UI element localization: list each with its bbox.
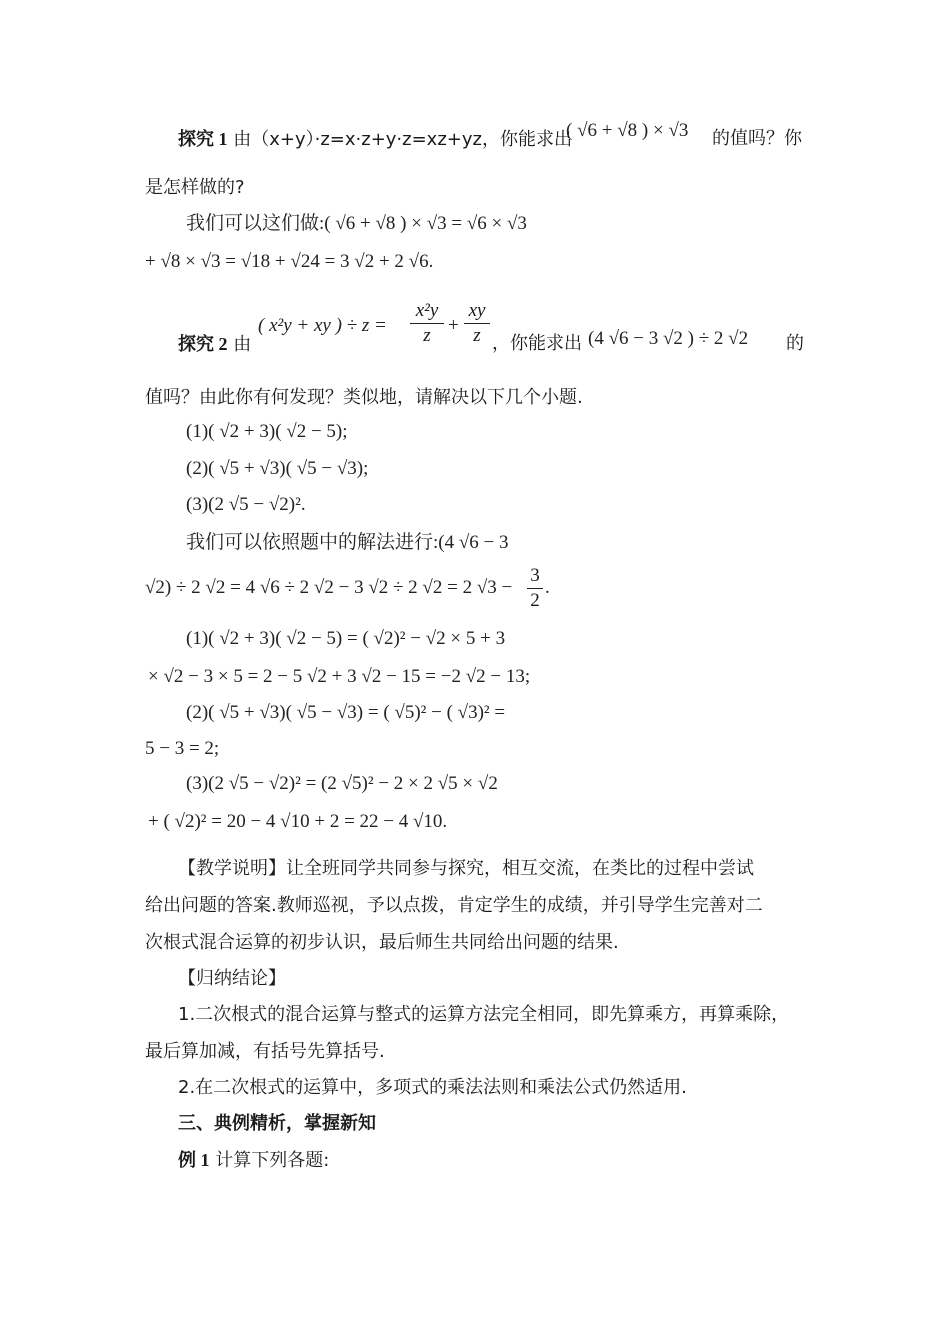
section3-heading: 三、典例精析，掌握新知 [178,1113,376,1134]
conclusion-item2: 2.在二次根式的运算中，多项式的乘法法则和乘法公式仍然适用. [178,1077,687,1098]
fraction-1-numerator: x²y [415,300,439,321]
solution-fraction [527,565,543,612]
probe1-line1 [178,127,572,152]
problem-1: (1)( √2 + 3)( √2 − 5); [186,421,348,442]
solution-fraction-bar [527,588,543,589]
probe1-text-a: 由（x+y）·z=x·z+y·z=xz+yz，你能求出 [233,129,572,150]
example1-label: 例 1 [178,1150,210,1170]
conclusion-item1-line1: 1.二次根式的混合运算与整式的运算方法完全相同，即先算乘方，再算乘除， [178,1004,790,1025]
solution-2-line2: 5 − 3 = 2; [145,738,220,759]
probe2-label: 探究 2 [178,334,228,354]
conclusion-heading: 【归纳结论】 [178,968,286,989]
fraction-1-denominator: z [423,325,431,346]
probe1-text-b: 的值吗？你 [712,128,802,149]
fraction-2-numerator: xy [468,300,486,321]
solution-fraction-denominator: 2 [530,590,540,611]
probe2-expression: (4 √6 − 3 √2 ) ÷ 2 √2 [588,328,749,349]
problem-2: (2)( √5 + √3)( √5 − √3); [186,458,369,479]
probe2-line2: 值吗？由此你有何发现？类似地，请解决以下几个小题. [145,387,583,408]
probe2-text-a: 由 [233,334,252,355]
fraction-2-denominator: z [473,325,481,346]
solution-3-line2: + ( √2)² = 20 − 4 √10 + 2 = 22 − 4 √10. [148,811,448,832]
solution-3-line1: (3)(2 √5 − √2)² = (2 √5)² − 2 × 2 √5 × √2 [186,773,498,794]
probe2-text-c: 的 [786,333,804,354]
teaching-note-line1: 【教学说明】让全班同学共同参与探究，相互交流，在类比的过程中尝试 [178,858,754,879]
probe2-line1 [178,332,251,357]
probe1-answer-line1: 我们可以这们做:( √6 + √8 ) × √3 = √6 × √3 [186,213,527,234]
solution-intro-line2 [145,576,512,600]
probe1-label: 探究 1 [178,129,228,149]
probe1-answer-line2: + √8 × √3 = √18 + √24 = 3 √2 + 2 √6. [145,251,434,272]
probe2-fraction-2 [464,300,490,347]
solution-1-line2: × √2 − 3 × 5 = 2 − 5 √2 + 3 √2 − 15 = −2 √2 − 13; [148,666,531,687]
probe2-lhs [258,314,387,338]
solution-intro-end: . [545,577,550,598]
teaching-note-line3: 次根式混合运算的初步认识，最后师生共同给出问题的结果. [145,932,619,953]
example1-text: 计算下列各题: [215,1150,330,1171]
solution-fraction-numerator: 3 [530,565,540,586]
solution-1-line1: (1)( √2 + 3)( √2 − 5) = ( √2)² − √2 × 5 + 3 [186,628,506,649]
fraction-1-bar [410,323,444,324]
problem-3: (3)(2 √5 − √2)². [186,494,306,515]
probe2-text-b: ，你能求出 [492,333,582,354]
conclusion-item1-line2: 最后算加减，有括号先算括号. [145,1041,385,1062]
solution-intro-line1: 我们可以依照题中的解法进行:(4 √6 − 3 [186,532,509,553]
probe2-fraction-1 [410,300,444,347]
probe1-expression: ( √6 + √8 ) × √3 [566,120,689,141]
teaching-note-line2: 给出问题的答案.教师巡视，予以点拨，肯定学生的成绩，并引导学生完善对二 [145,895,763,916]
probe2-lhs-text: ( x²y + xy ) ÷ z = [258,315,387,336]
probe2-plus: + [448,315,459,336]
solution-2-line1: (2)( √5 + √3)( √5 − √3) = ( √5)² − ( √3)² = [186,702,506,723]
probe1-line2: 是怎样做的? [145,177,245,198]
fraction-2-bar [464,323,490,324]
solution-intro-line2-a: √2) ÷ 2 √2 = 4 √6 ÷ 2 √2 − 3 √2 ÷ 2 √2 = 2 √3 − [145,577,513,598]
example1-line [178,1148,329,1173]
